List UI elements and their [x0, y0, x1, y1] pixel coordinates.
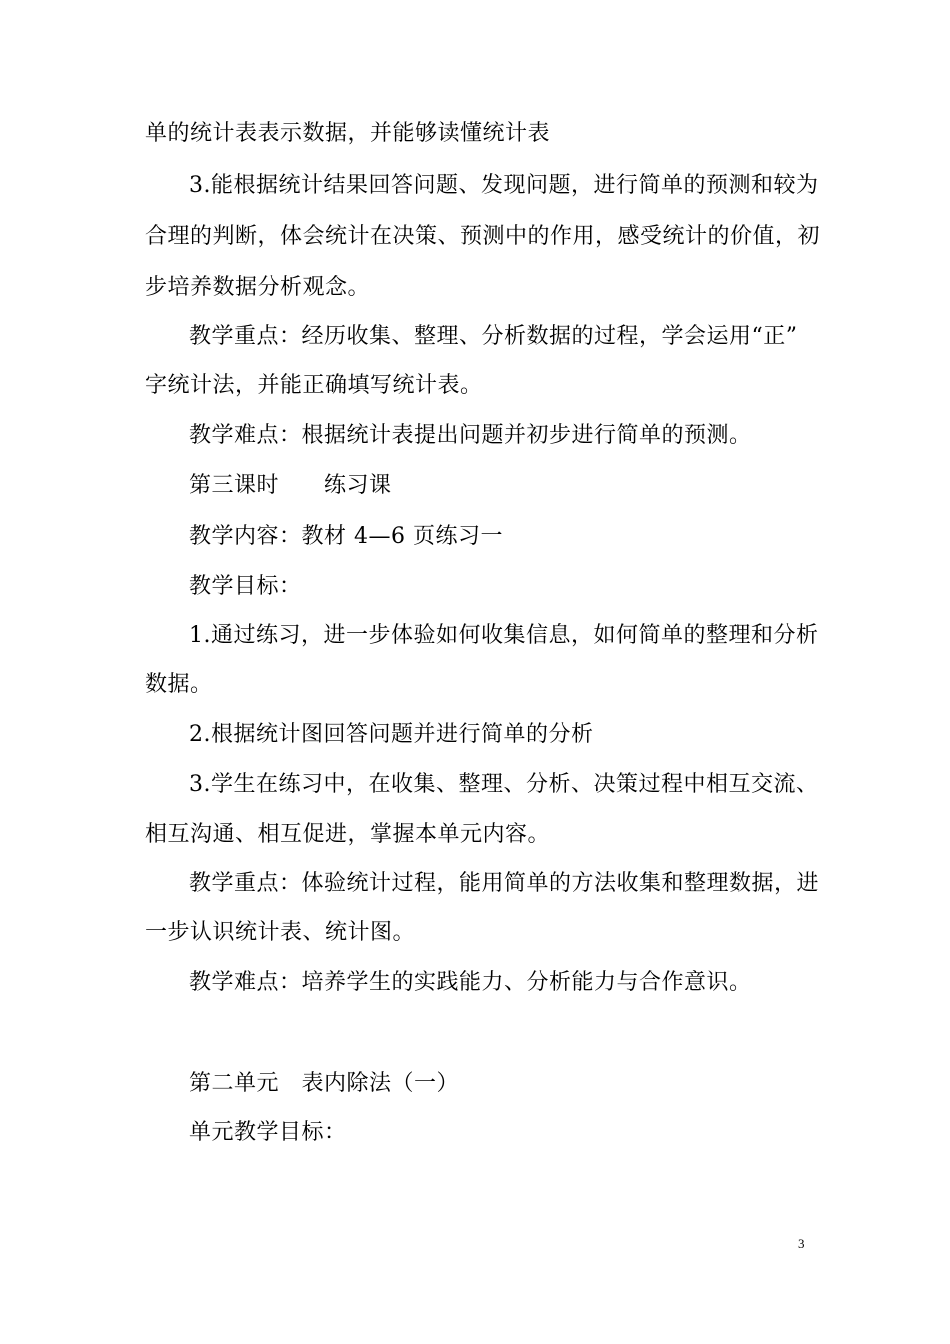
paragraph-line: 步培养数据分析观念。: [145, 275, 371, 300]
unit-heading: 第二单元 表内除法（一）: [189, 1071, 460, 1096]
paragraph-line: 3.能根据统计结果回答问题、发现问题，进行简单的预测和较为: [189, 173, 819, 198]
paragraph-line: 教学重点：经历收集、整理、分析数据的过程，学会运用“正”: [189, 324, 798, 349]
paragraph-line: 1.通过练习，进一步体验如何收集信息，如何简单的整理和分析: [189, 623, 819, 648]
paragraph-line: 3.学生在练习中，在收集、整理、分析、决策过程中相互交流、: [189, 772, 819, 797]
page-number: 3: [798, 1236, 805, 1251]
paragraph-line: 一步认识统计表、统计图。: [145, 920, 416, 945]
paragraph-line: 教学重点：体验统计过程，能用简单的方法收集和整理数据，进: [189, 871, 820, 896]
section-heading: 第三课时 练习课: [189, 473, 392, 498]
paragraph-line: 单元教学目标：: [189, 1120, 347, 1145]
paragraph-line: 教学难点：培养学生的实践能力、分析能力与合作意识。: [189, 970, 752, 995]
paragraph-line: 教学目标：: [189, 574, 302, 599]
paragraph-line: 合理的判断，体会统计在决策、预测中的作用，感受统计的价值，初: [145, 224, 821, 249]
paragraph-line: 教学内容：教材 4—6 页练习一: [189, 524, 503, 549]
paragraph-line: 相互沟通、相互促进，掌握本单元内容。: [145, 822, 551, 847]
paragraph-line: 单的统计表表示数据，并能够读懂统计表: [145, 121, 551, 146]
paragraph-line: 2.根据统计图回答问题并进行简单的分析: [189, 722, 594, 747]
paragraph-line: 字统计法，并能正确填写统计表。: [145, 373, 483, 398]
paragraph-line: 数据。: [145, 672, 213, 697]
paragraph-line: 教学难点：根据统计表提出问题并初步进行简单的预测。: [189, 423, 752, 448]
